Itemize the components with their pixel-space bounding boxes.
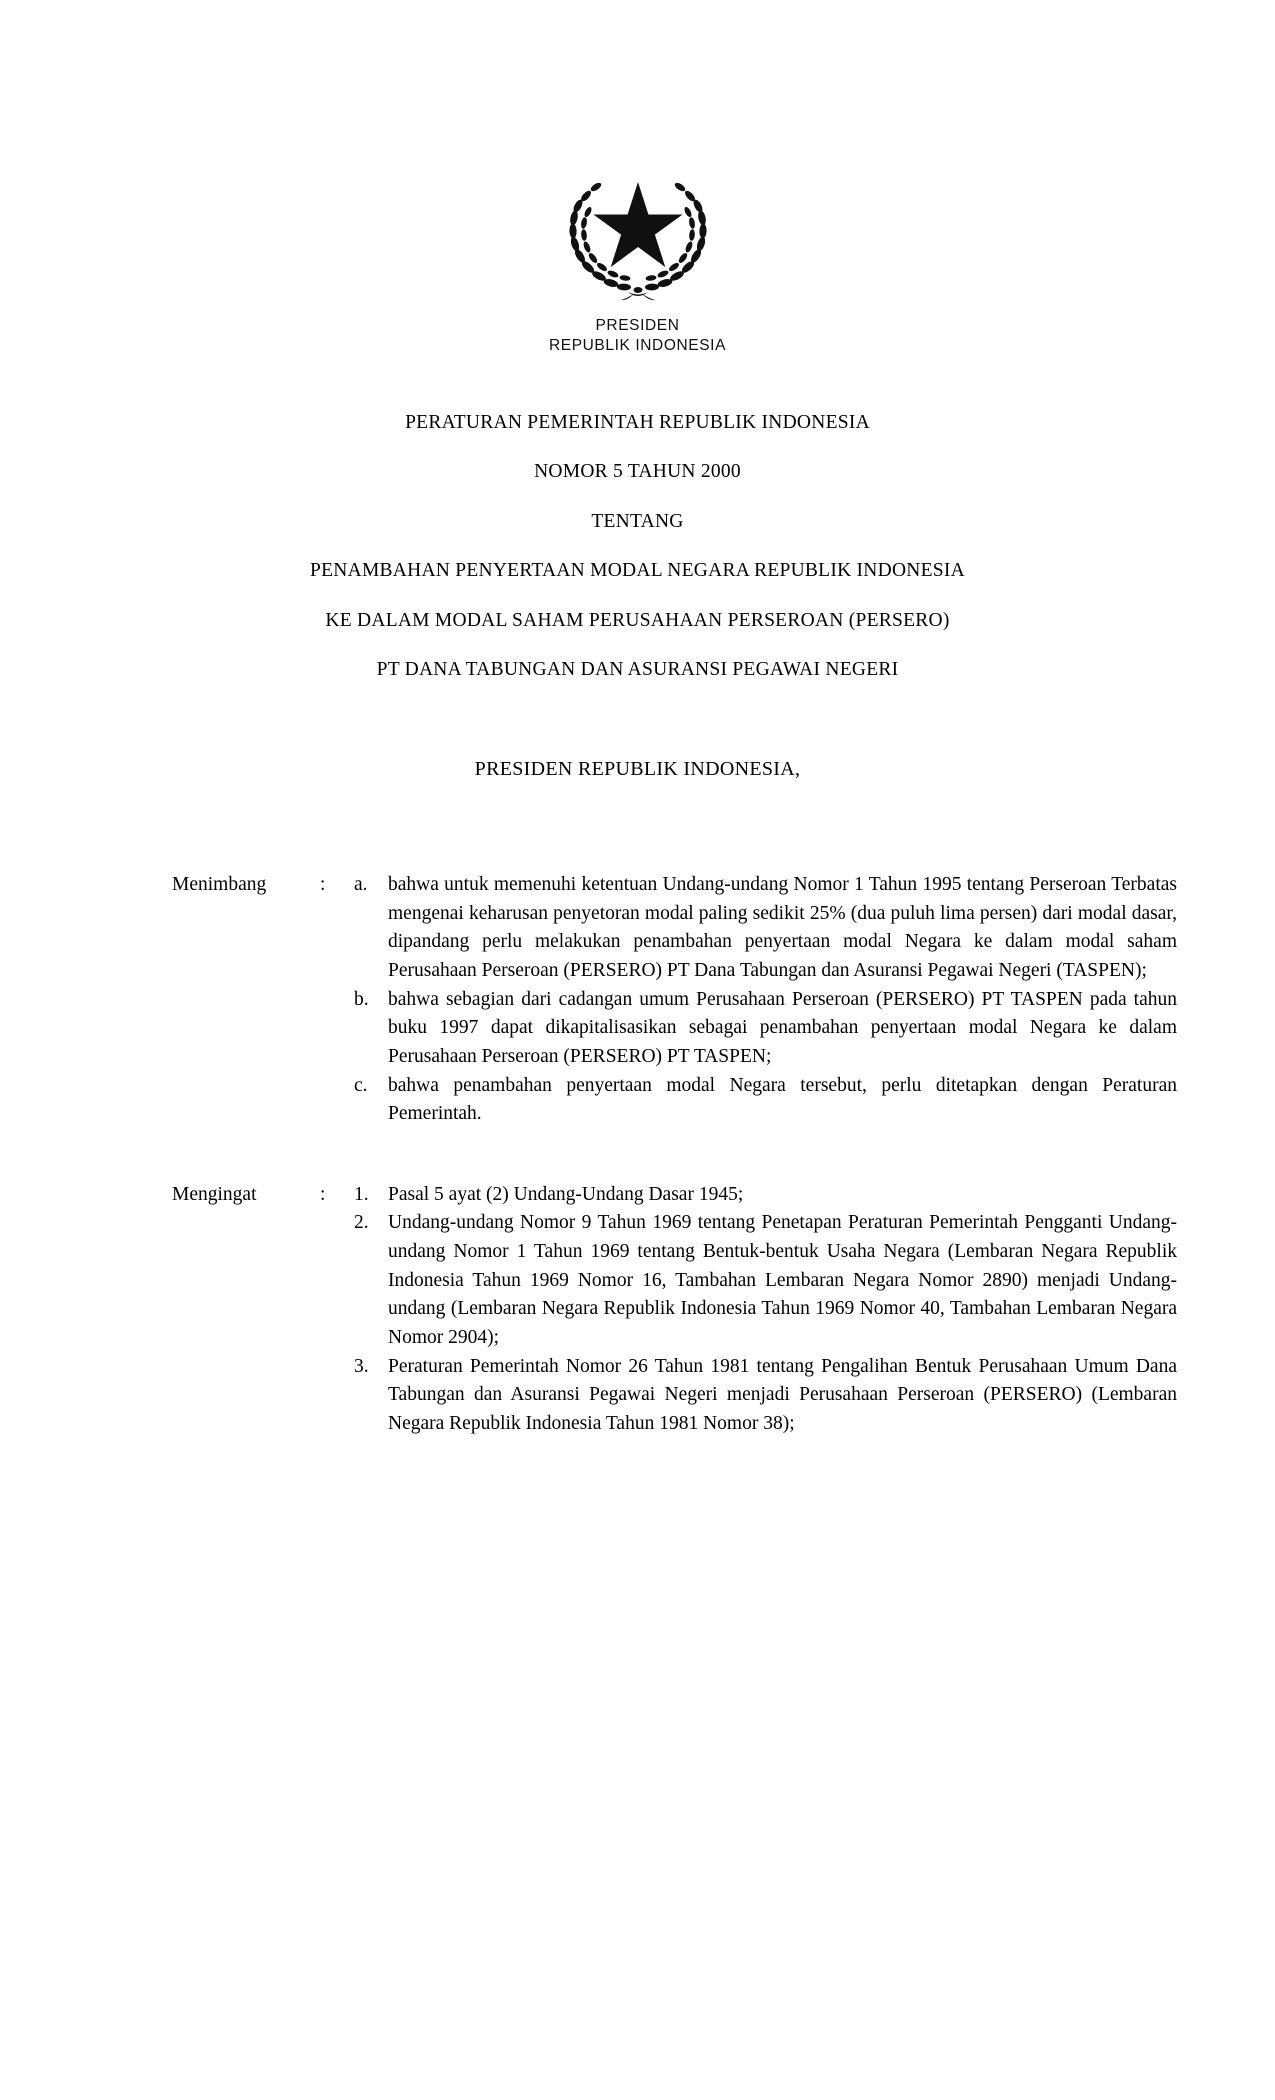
clause-label: Menimbang bbox=[172, 873, 267, 895]
clause-items bbox=[354, 871, 1177, 1129]
clause-text: Peraturan Pemerintah Nomor 26 Tahun 1981 tentang Pengalihan Bentuk Perusahaan Umum Dana Tabungan dan Asuransi Pegawai Negeri menjadi Perusahaan Perseroan (PERSERO) (Lembaran Negara Republik Indonesia Tahun 1981 Nomor 38); bbox=[388, 1355, 1177, 1435]
clause-text: bahwa penambahan penyertaan modal Negara tersebut, perlu ditetapkan dengan Peraturan Pemerintah. bbox=[388, 1074, 1177, 1125]
clause-colon: : bbox=[320, 1183, 326, 1205]
clause-item bbox=[354, 1209, 1177, 1352]
emblem-caption bbox=[0, 316, 1275, 357]
clause-marker: 3. bbox=[354, 1355, 369, 1377]
document-title-block bbox=[0, 413, 1275, 680]
clause-item bbox=[354, 1181, 1177, 1210]
title-line-1: PERATURAN PEMERINTAH REPUBLIK INDONESIA bbox=[405, 411, 870, 433]
clause-colon: : bbox=[320, 873, 326, 895]
clause-items bbox=[354, 1181, 1177, 1439]
clause-marker: 1. bbox=[354, 1183, 369, 1205]
clause-marker: 2. bbox=[354, 1212, 369, 1234]
clause-marker: a. bbox=[354, 873, 368, 895]
clause-text: Undang-undang Nomor 9 Tahun 1969 tentang Penetapan Peraturan Pemerintah Pengganti Undang-undang Nomor 1 Tahun 1969 tentang Bentuk-bentuk Usaha Negara (Lembaran Negara Republik Indonesia Tahun 1969 Nomor 16, Tambahan Lembaran Negara Nomor 2890) menjadi Undang-undang (Lembaran Negara Republik Indonesia Tahun 1969 Nomor 40, Tambahan Lembaran Negara Nomor 2904); bbox=[388, 1212, 1177, 1349]
title-line-3: TENTANG bbox=[591, 510, 684, 532]
clauses-section bbox=[0, 871, 1275, 1439]
clause-text: bahwa untuk memenuhi ketentuan Undang-undang Nomor 1 Tahun 1995 tentang Perseroan Terbatas mengenai keharusan penyetoran modal paling sedikit 25% (dua puluh lima persen) dari modal dasar, dipandang perlu melakukan penambahan penyertaan modal Negara ke dalam modal saham Perusahaan Perseroan (PERSERO) PT Dana Tabungan dan Asuransi Pegawai Negeri (TASPEN); bbox=[388, 873, 1177, 981]
clause-item bbox=[354, 871, 1177, 986]
title-line-6: PT DANA TABUNGAN DAN ASURANSI PEGAWAI NEGERI bbox=[376, 659, 899, 681]
clause-label: Mengingat bbox=[172, 1183, 257, 1205]
clause-marker: b. bbox=[354, 988, 369, 1010]
title-line-5: KE DALAM MODAL SAHAM PERUSAHAAN PERSEROAN (PERSERO) bbox=[325, 609, 950, 631]
clause-block-mengingat bbox=[172, 1181, 1177, 1439]
emblem-caption-line-1: PRESIDEN bbox=[595, 317, 680, 334]
clause-item bbox=[354, 1353, 1177, 1439]
clause-text: bahwa sebagian dari cadangan umum Perusahaan Perseroan (PERSERO) PT TASPEN pada tahun buku 1997 dapat dikapitalisasikan sebagai penambahan penyertaan modal Negara ke dalam Perusahaan Perseroan (PERSERO) PT TASPEN; bbox=[388, 988, 1177, 1067]
clause-item bbox=[354, 1072, 1177, 1129]
emblem-caption-line-2: REPUBLIK INDONESIA bbox=[548, 337, 727, 355]
clause-block-menimbang bbox=[172, 871, 1177, 1129]
signatory-heading: PRESIDEN REPUBLIK INDONESIA, bbox=[474, 757, 801, 780]
clause-marker: c. bbox=[354, 1074, 368, 1096]
clause-item bbox=[354, 986, 1177, 1072]
emblem-block bbox=[0, 150, 1275, 357]
title-line-4: PENAMBAHAN PENYERTAAN MODAL NEGARA REPUBLIK INDONESIA bbox=[310, 560, 965, 582]
garuda-star-wreath-emblem bbox=[558, 150, 718, 310]
title-line-2: NOMOR 5 TAHUN 2000 bbox=[534, 461, 741, 483]
clause-text: Pasal 5 ayat (2) Undang-Undang Dasar 1945; bbox=[388, 1183, 744, 1205]
